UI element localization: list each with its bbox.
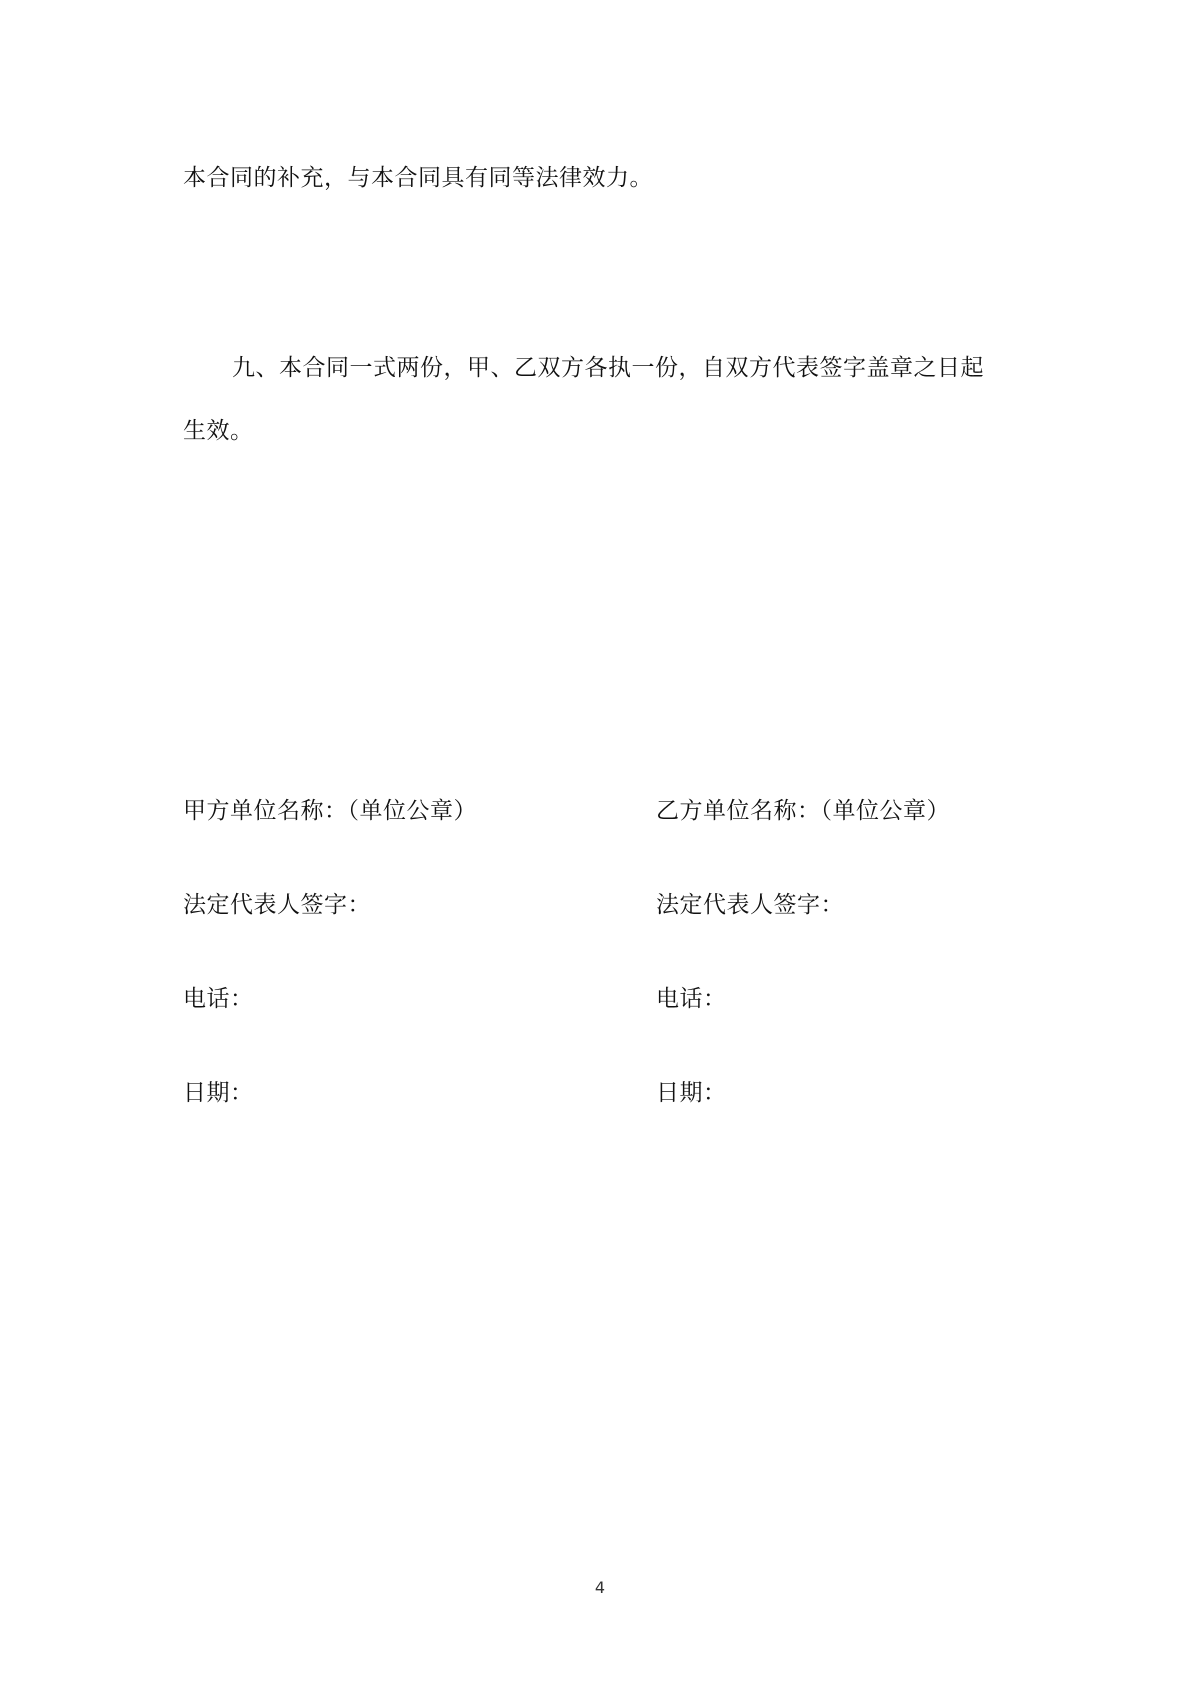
party-a-signature-block xyxy=(183,796,603,1172)
party-a-legal-rep-signature: 法定代表人签字： xyxy=(183,892,371,918)
party-b-unit-name: 乙方单位名称：（单位公章） xyxy=(656,798,950,824)
clause-9-line-2: 生效。 xyxy=(183,418,254,444)
party-a-date: 日期： xyxy=(183,1080,254,1106)
party-a-phone: 电话： xyxy=(183,986,254,1012)
page-number: 4 xyxy=(594,1578,606,1597)
party-a-unit-name: 甲方单位名称：（单位公章） xyxy=(183,798,477,824)
party-b-phone: 电话： xyxy=(656,986,727,1012)
clause-9-line-1: 九、本合同一式两份，甲、乙双方各执一份，自双方代表签字盖章之日起 xyxy=(232,355,984,381)
party-b-legal-rep-signature: 法定代表人签字： xyxy=(656,892,844,918)
party-b-date: 日期： xyxy=(656,1080,727,1106)
continuation-paragraph: 本合同的补充，与本合同具有同等法律效力。 xyxy=(183,165,653,191)
party-b-signature-block xyxy=(656,796,1076,1172)
